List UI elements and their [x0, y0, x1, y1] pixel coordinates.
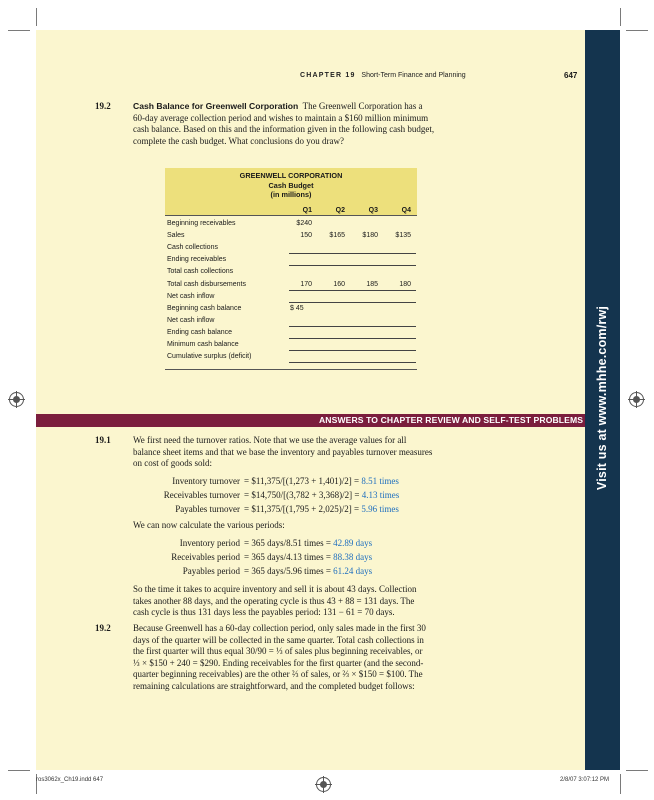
chapter-title: Short-Term Finance and Planning — [361, 72, 466, 79]
answer-line: Because Greenwell has a 60-day collection period, only sales made in the first 30 — [133, 623, 426, 633]
table-rule — [165, 215, 417, 216]
equation-expr: = $11,375/[(1,273 + 1,401)/2] = — [244, 476, 362, 486]
blank-line — [289, 290, 416, 291]
answers-banner-title: ANSWERS TO CHAPTER REVIEW AND SELF-TEST PROBLEMS — [319, 415, 584, 425]
answer-line: We first need the turnover ratios. Note that we use the average values for all — [133, 435, 407, 445]
row-label: Cash collections — [167, 244, 218, 251]
cell: 185 — [366, 281, 378, 288]
blank-line — [289, 253, 416, 254]
registration-mark-icon — [629, 392, 644, 407]
problem-number: 19.2 — [95, 101, 111, 111]
registration-mark-icon — [9, 392, 24, 407]
problem-line: cash balance. Based on this and the information given in the following cash budget, — [133, 124, 435, 134]
row-label: Minimum cash balance — [167, 341, 239, 348]
registration-mark-icon — [316, 777, 331, 792]
row-label: Ending receivables — [167, 256, 227, 263]
equation-label: Inventory turnover — [172, 476, 240, 486]
answer-line: the first quarter will thus equal 30/90 = ⅓ of sales plus beginning receivables, or — [133, 646, 423, 656]
cell: $240 — [296, 220, 312, 227]
answer-line: on cost of goods sold: — [133, 458, 213, 468]
budget-units: (in millions) — [270, 190, 312, 200]
row-label: Beginning receivables — [167, 220, 236, 227]
row-label: Sales — [167, 232, 185, 239]
answer-line: days of the quarter will be collected in the same quarter. Total cash collections in — [133, 634, 424, 645]
budget-title: GREENWELL CORPORATION — [239, 171, 343, 180]
footer-file-slug: ros3062x_Ch19.indd 647 — [36, 777, 104, 783]
answer-number: 19.2 — [95, 623, 111, 633]
equation-result: 5.96 times — [361, 504, 399, 514]
cell: $180 — [362, 232, 378, 239]
equation-result: 4.13 times — [361, 490, 400, 500]
row-label: Net cash inflow — [167, 293, 215, 300]
equation-label: Payables turnover — [175, 504, 240, 514]
problem-line: complete the cash budget. What conclusions do you draw? — [133, 135, 345, 146]
chapter-label: CHAPTER 19 — [300, 72, 356, 79]
equation-result: 42.89 days — [333, 538, 373, 548]
answer-line: balance sheet items and that we base the inventory and payables turnover measures — [133, 446, 433, 457]
problem-title: Cash Balance for Greenwell Corporation — [133, 101, 299, 111]
blank-line — [289, 362, 416, 363]
column-header-q1: Q1 — [302, 207, 312, 214]
blank-line — [289, 265, 416, 266]
equation-expr: = 365 days/4.13 times = — [244, 552, 334, 562]
blank-line — [289, 338, 416, 339]
running-header — [300, 72, 466, 79]
blank-line — [289, 350, 416, 351]
table-rule — [165, 369, 417, 370]
sidebar-url: Visit us at www.mhhe.com/rwj — [595, 305, 609, 491]
row-label: Cumulative surplus (deficit) — [167, 353, 252, 360]
problem-line: The Greenwell Corporation has a — [302, 101, 423, 111]
equation-result: 8.51 times — [361, 476, 399, 486]
equation-expr: = 365 days/5.96 times = — [244, 566, 334, 576]
footer-timestamp: 2/8/07 3:07:12 PM — [560, 777, 610, 783]
row-label: Total cash disbursements — [167, 281, 246, 288]
equation-label: Inventory period — [179, 538, 240, 548]
page-number: 647 — [564, 71, 578, 80]
column-header-q2: Q2 — [335, 207, 345, 214]
answer-conclusion — [133, 584, 483, 619]
equation-label: Payables period — [182, 566, 240, 576]
answer-line: takes another 88 days, and the operating cycle is thus 43 + 88 = 131 days. The — [133, 595, 415, 606]
equation-result: 88.38 days — [333, 552, 373, 562]
answer-number: 19.1 — [95, 435, 111, 445]
answer-line: quarter beginning receivables) are the other ⅔ of sales, or ⅔ × $150 = $100. The — [133, 669, 423, 679]
cell: $165 — [329, 232, 345, 239]
equation-label: Receivables period — [171, 552, 240, 562]
column-header-q3: Q3 — [368, 207, 378, 214]
row-label: Net cash inflow — [167, 317, 215, 324]
cell: $ 45 — [290, 305, 304, 312]
cell: 180 — [399, 281, 411, 288]
equation-expr: = $11,375/[(1,795 + 2,025)/2] = — [244, 504, 362, 514]
column-header-q4: Q4 — [401, 207, 411, 214]
answer-line: We can now calculate the various periods: — [133, 520, 285, 530]
cell: 170 — [300, 281, 312, 288]
blank-line — [289, 302, 416, 303]
row-label: Beginning cash balance — [167, 305, 242, 312]
equation-label: Receivables turnover — [163, 490, 240, 500]
blank-line — [289, 326, 416, 327]
cell: 160 — [333, 281, 345, 288]
equation-result: 61.24 days — [333, 566, 373, 576]
budget-subtitle: Cash Budget — [268, 180, 314, 190]
answer-line: cash cycle is thus 131 days less the payables period: 131 − 61 = 70 days. — [133, 607, 395, 618]
equation-expr: = 365 days/8.51 times = — [244, 538, 334, 548]
equation-expr: = $14,750/[(3,782 + 3,368)/2] = — [244, 490, 362, 500]
cell: $135 — [395, 232, 411, 239]
problem-line: 60-day average collection period and wishes to maintain a $160 million minimum — [133, 112, 429, 123]
answer-line: So the time it takes to acquire inventory and sell it is about 43 days. Collection — [133, 584, 417, 594]
answer-line: ⅓ × $150 + 240 = $290. Ending receivables for the first quarter (and the second- — [133, 657, 424, 668]
row-label: Total cash collections — [167, 268, 234, 275]
cell: 150 — [300, 232, 312, 239]
row-label: Ending cash balance — [167, 329, 232, 336]
answer-line: remaining calculations are straightforward, and the completed budget follows: — [133, 680, 415, 691]
